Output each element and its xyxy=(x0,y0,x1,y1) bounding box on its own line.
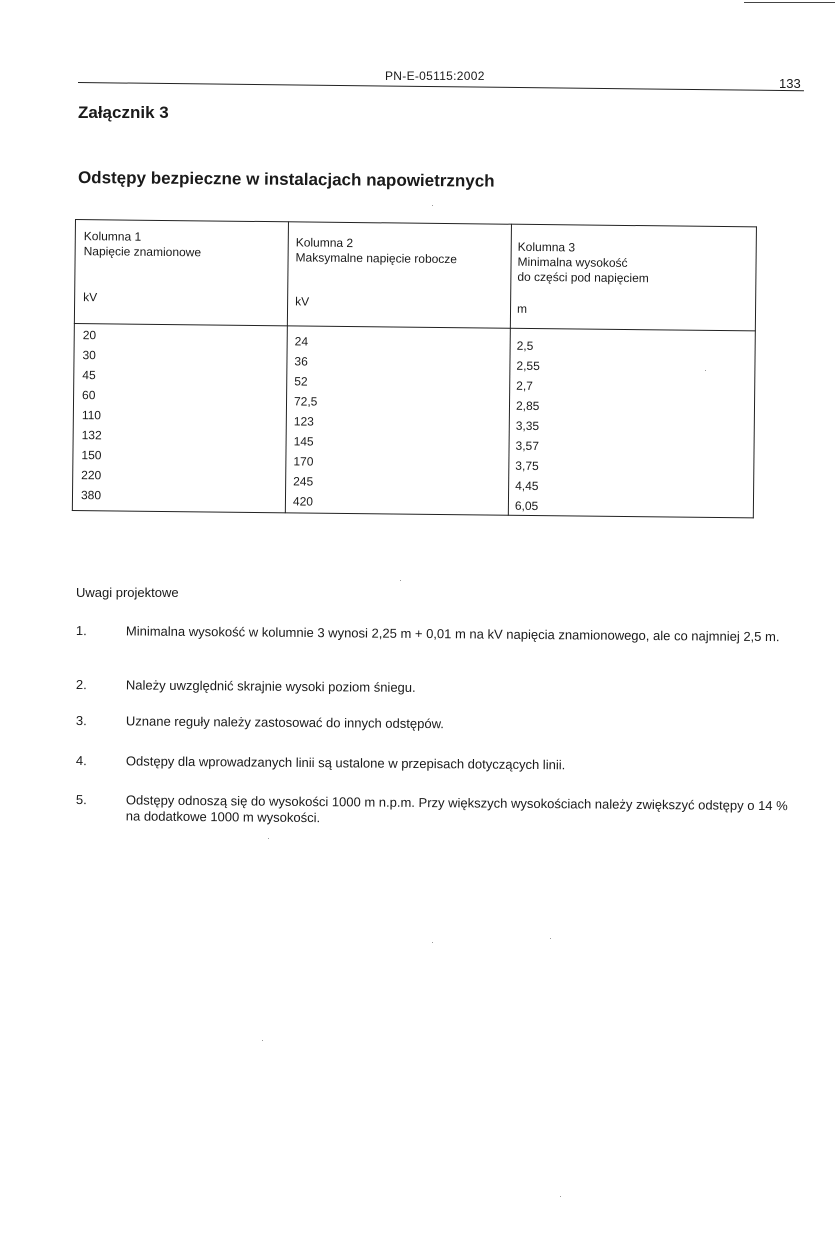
note-number: 4. xyxy=(75,753,87,769)
note-item xyxy=(75,623,806,645)
table-left-border xyxy=(72,219,76,511)
col3-values xyxy=(515,336,540,516)
table-cell: 3,57 xyxy=(515,438,540,454)
note-number: 5. xyxy=(75,792,87,808)
table-column-divider-1 xyxy=(285,221,289,513)
note-text: Należy uwzględnić skrajnie wysoki poziom śniegu. xyxy=(125,677,416,695)
col3-subtitle-2: do części pod napięciem xyxy=(517,269,649,286)
scan-speck xyxy=(560,1196,561,1197)
note-item xyxy=(75,792,806,826)
table-cell: 145 xyxy=(293,434,314,449)
scan-speck xyxy=(262,1040,263,1041)
table-cell: 380 xyxy=(80,488,102,503)
col3-title: Kolumna 3 xyxy=(517,239,576,255)
table-cell: 132 xyxy=(81,428,102,443)
note-text: Minimalna wysokość w kolumnie 3 wynosi 2,25 m + 0,01 m na kV napięcia znamionowego, ale co najmniej 2,5 m. xyxy=(125,623,780,645)
table-cell: 2,5 xyxy=(516,338,534,353)
table-column-divider-2 xyxy=(508,224,512,516)
scan-speck xyxy=(268,838,269,839)
col1-unit: kV xyxy=(83,290,98,305)
table-right-border xyxy=(753,226,757,518)
note-text: Odstępy odnoszą się do wysokości 1000 m n.p.m. Przy większych wysokościach należy zwiększyć odstępy o 14 % na dodatkowe 1000 m wysokości. xyxy=(125,792,788,826)
table-cell: 20 xyxy=(82,328,97,343)
col1-subtitle: Napięcie znamionowe xyxy=(83,244,202,260)
annex-title: Załącznik 3 xyxy=(78,103,169,122)
col1-values xyxy=(81,325,103,505)
table-cell: 6,05 xyxy=(514,498,539,514)
table-cell: 150 xyxy=(81,448,102,463)
col2-values xyxy=(293,331,318,511)
table-bottom-border xyxy=(72,510,754,518)
notes-heading: Uwagi projektowe xyxy=(76,585,179,600)
note-text: Uznane reguły należy zastosować do innych odstępów. xyxy=(125,713,444,732)
col1-title: Kolumna 1 xyxy=(83,229,142,244)
table-cell: 245 xyxy=(293,474,314,489)
table-cell: 2,85 xyxy=(515,398,540,414)
table-cell: 60 xyxy=(82,388,96,403)
scan-speck xyxy=(550,938,551,939)
table-cell: 3,35 xyxy=(515,418,540,434)
table-cell: 110 xyxy=(81,408,102,423)
note-item xyxy=(75,713,806,732)
table-cell: 45 xyxy=(82,368,96,383)
note-text: Odstępy dla wprowadzanych linii są ustalone w przepisach dotyczących linii. xyxy=(125,753,566,773)
col2-subtitle: Maksymalne napięcie robocze xyxy=(295,250,458,267)
note-item xyxy=(75,677,806,695)
table-cell: 220 xyxy=(81,468,102,483)
col3-unit: m xyxy=(516,301,528,316)
clearance-table xyxy=(72,219,757,526)
col2-title: Kolumna 2 xyxy=(295,235,354,251)
scan-speck xyxy=(432,205,433,206)
table-cell: 24 xyxy=(294,334,309,349)
table-cell: 2,7 xyxy=(516,378,533,393)
note-number: 1. xyxy=(75,623,87,639)
scan-edge-line xyxy=(744,2,835,3)
col3-subtitle: Minimalna wysokość xyxy=(517,254,628,270)
note-number: 3. xyxy=(75,713,87,729)
col2-unit: kV xyxy=(295,294,310,309)
table-cell: 123 xyxy=(293,414,314,429)
table-cell: 3,75 xyxy=(515,458,539,474)
table-header-separator xyxy=(74,323,756,331)
scan-speck xyxy=(400,580,401,581)
note-number: 2. xyxy=(75,677,87,693)
standard-code: PN-E-05115:2002 xyxy=(385,69,485,83)
header-rule xyxy=(78,82,804,91)
table-cell: 170 xyxy=(293,454,314,469)
table-cell: 52 xyxy=(294,374,308,389)
scan-speck xyxy=(432,942,433,943)
table-cell: 30 xyxy=(82,348,96,363)
note-item xyxy=(75,753,806,773)
page-number: 133 xyxy=(779,76,801,91)
scan-speck xyxy=(705,370,706,371)
table-top-border xyxy=(75,219,757,227)
page-title: Odstępy bezpieczne w instalacjach napowietrznych xyxy=(77,168,495,191)
table-cell: 72,5 xyxy=(293,394,318,409)
table-cell: 420 xyxy=(292,494,314,509)
table-cell: 2,55 xyxy=(516,358,540,374)
table-cell: 4,45 xyxy=(515,478,539,494)
table-cell: 36 xyxy=(294,354,308,369)
